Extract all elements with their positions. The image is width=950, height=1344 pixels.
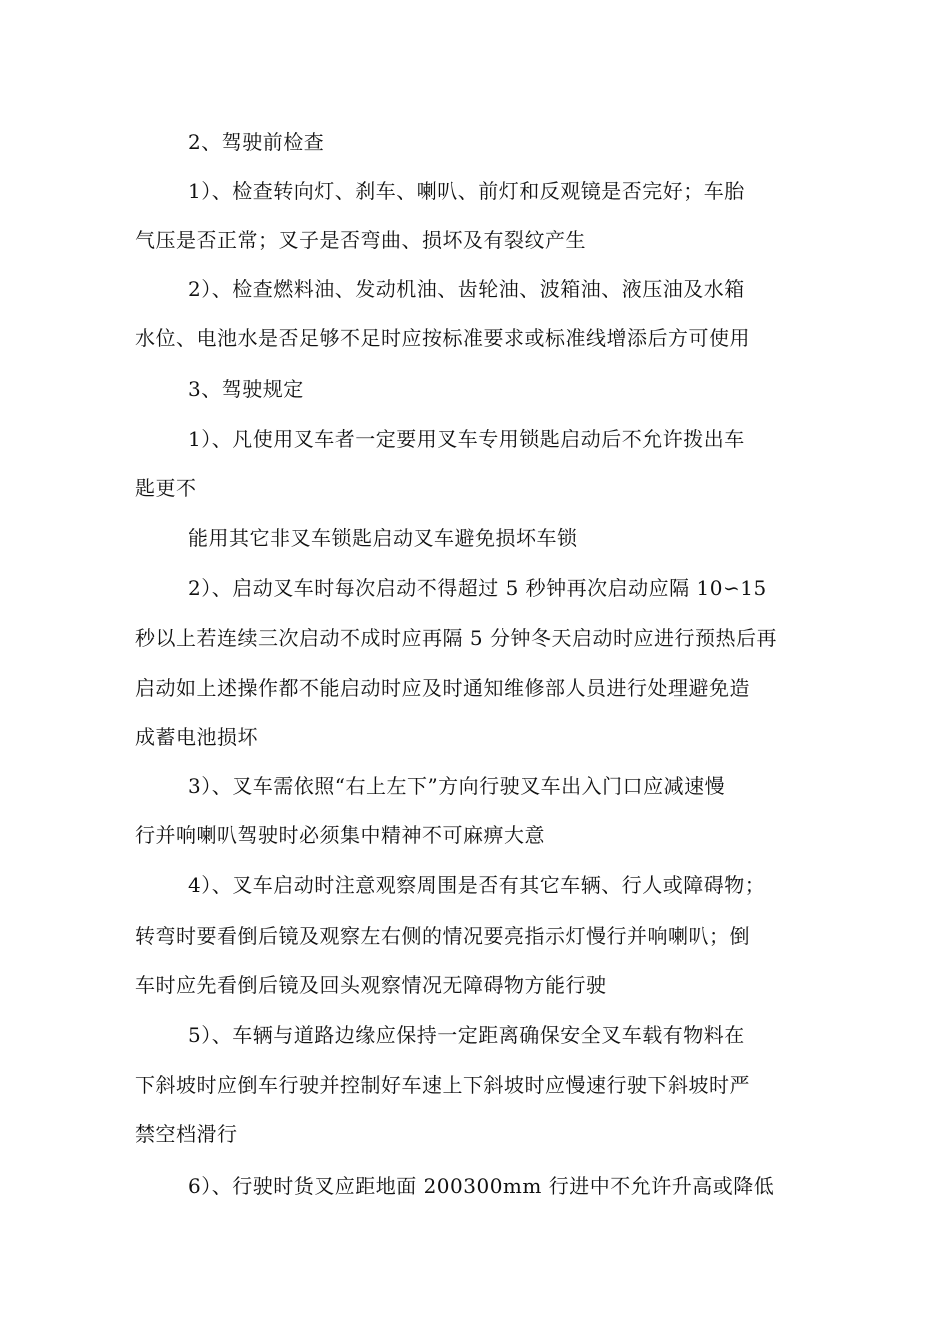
paragraph-line: 启动如上述操作都不能启动时应及时通知维修部人员进行处理避免造: [135, 676, 750, 700]
paragraph-line: 2）、检查燃料油、发动机油、齿轮油、波箱油、液压油及水箱: [188, 277, 745, 301]
paragraph-line: 秒以上若连续三次启动不成时应再隔 5 分钟冬天启动时应进行预热后再: [135, 626, 777, 650]
paragraph-line: 1）、凡使用叉车者一定要用叉车专用锁匙启动后不允许拨出车: [188, 427, 745, 451]
paragraph-line: 行并响喇叭驾驶时必须集中精神不可麻痹大意: [135, 823, 545, 847]
paragraph-line: 6）、行驶时货叉应距地面 200300mm 行进中不允许升高或降低: [188, 1174, 775, 1198]
paragraph-line: 气压是否正常；叉子是否弯曲、损坏及有裂纹产生: [135, 228, 586, 252]
paragraph-line: 下斜坡时应倒车行驶并控制好车速上下斜坡时应慢速行驶下斜坡时严: [135, 1073, 750, 1097]
paragraph-line: 水位、电池水是否足够不足时应按标准要求或标准线增添后方可使用: [135, 326, 750, 350]
paragraph-line: 禁空档滑行: [135, 1122, 238, 1146]
paragraph-line: 5）、车辆与道路边缘应保持一定距离确保安全叉车载有物料在: [188, 1023, 745, 1047]
paragraph-line: 1）、检查转向灯、刹车、喇叭、前灯和反观镜是否完好；车胎: [188, 179, 745, 203]
paragraph-line: 能用其它非叉车锁匙启动叉车避免损坏车锁: [188, 526, 578, 550]
paragraph-line: 车时应先看倒后镜及回头观察情况无障碍物方能行驶: [135, 973, 607, 997]
paragraph-line: 3）、叉车需依照“右上左下”方向行驶叉车出入门口应减速慢: [188, 774, 726, 798]
paragraph-line: 2）、启动叉车时每次启动不得超过 5 秒钟再次启动应隔 10∽15: [188, 576, 767, 600]
paragraph-line: 匙更不: [135, 476, 197, 500]
section-heading-driving-rules: 3、驾驶规定: [188, 377, 304, 401]
section-heading-pre-drive-check: 2、驾驶前检查: [188, 130, 325, 154]
paragraph-line: 4）、叉车启动时注意观察周围是否有其它车辆、行人或障碍物；: [188, 873, 766, 897]
paragraph-line: 转弯时要看倒后镜及观察左右侧的情况要亮指示灯慢行并响喇叭；倒: [135, 924, 750, 948]
paragraph-line: 成蓄电池损坏: [135, 725, 258, 749]
